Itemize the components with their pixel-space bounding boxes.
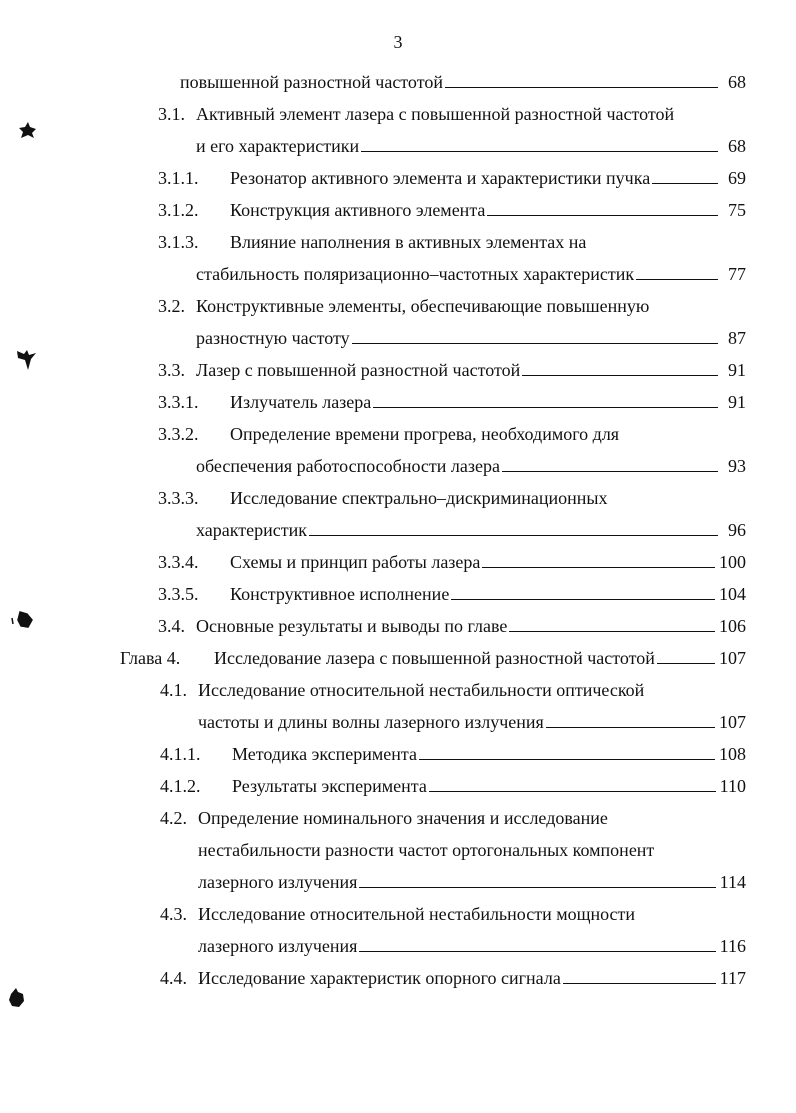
toc-entry-title: Лазер с повышенной разностной частотой — [196, 360, 521, 380]
leader-line — [509, 614, 715, 632]
toc-entry — [196, 518, 746, 542]
leader-line — [445, 70, 718, 88]
toc-entry-title: Резонатор активного элемента и характеристики пучка — [230, 168, 651, 188]
leader-line — [359, 870, 715, 888]
toc-entry — [158, 102, 746, 126]
toc-entry-number: 4.1.2. — [160, 776, 201, 796]
toc-entry — [158, 166, 746, 190]
toc-entry-title: Схемы и принцип работы лазера — [230, 552, 481, 572]
toc-entry-page: 87 — [728, 328, 746, 348]
toc-entry — [160, 806, 746, 830]
leader-line — [482, 550, 715, 568]
toc-entry-number: 3.3.3. — [158, 488, 199, 508]
toc-entry-page: 68 — [728, 72, 746, 92]
toc-entry-title: Исследование относительной нестабильности оптической — [198, 680, 645, 700]
toc-entry-title: Методика эксперимента — [232, 744, 417, 764]
toc-entry-number: 3.1.3. — [158, 232, 199, 252]
toc-entry — [160, 678, 746, 702]
toc-entry-number: 3.2. — [158, 296, 185, 316]
toc-entry — [158, 582, 746, 606]
toc-entry — [160, 742, 746, 766]
toc-entry-number: 3.1.2. — [158, 200, 199, 220]
toc-entry-page: 104 — [719, 584, 746, 604]
toc-entry-title: Исследование характеристик опорного сигнала — [198, 968, 561, 988]
leader-line — [361, 134, 718, 152]
toc-entry — [160, 966, 746, 990]
toc-entry-title: стабильность поляризационно–частотных характеристик — [196, 264, 635, 284]
toc-entry-title: Исследование спектрально–дискриминационных — [230, 488, 608, 508]
toc-entry-title: лазерного излучения — [198, 872, 358, 892]
toc-entry — [198, 934, 746, 958]
toc-entry-number: 4.1. — [160, 680, 187, 700]
leader-line — [636, 262, 718, 280]
scan-blot — [14, 348, 40, 372]
toc-entry-number: 3.3.4. — [158, 552, 199, 572]
toc-entry — [158, 486, 746, 510]
toc-entry — [158, 294, 746, 318]
toc-entry-number: 4.3. — [160, 904, 187, 924]
toc-entry-title: Исследование относительной нестабильности мощности — [198, 904, 636, 924]
toc-entry-title: Определение номинального значения и исследование — [198, 808, 608, 828]
page-number: 3 — [393, 32, 403, 52]
toc-entry-number: 4.2. — [160, 808, 187, 828]
toc-entry — [196, 454, 746, 478]
toc-entry-number: 3.3.1. — [158, 392, 199, 412]
leader-line — [309, 518, 718, 536]
leader-line — [546, 710, 715, 728]
toc-entry-title: Излучатель лазера — [230, 392, 372, 412]
scan-blot — [16, 120, 40, 140]
toc-entry-title: разностную частоту — [196, 328, 350, 348]
toc-entry — [158, 614, 746, 638]
leader-line — [352, 326, 718, 344]
toc-entry-title: Активный элемент лазера с повышенной разностной частотой — [196, 104, 675, 124]
toc-entry-title: Основные результаты и выводы по главе — [196, 616, 508, 636]
toc-entry-title: Конструктивные элементы, обеспечивающие повышенную — [196, 296, 650, 316]
toc-entry-number: 4.4. — [160, 968, 187, 988]
scan-blot — [6, 986, 28, 1010]
toc-entry-page: 116 — [719, 936, 746, 956]
toc-entry — [196, 262, 746, 286]
toc-entry-page: 114 — [719, 872, 746, 892]
toc-entry-number: 3.3. — [158, 360, 185, 380]
toc-entry-page: 68 — [728, 136, 746, 156]
toc-entry-title: обеспечения работоспособности лазера — [196, 456, 500, 476]
scan-blot — [8, 608, 36, 632]
toc-entry-page: 69 — [728, 168, 746, 188]
leader-line — [373, 390, 718, 408]
toc-entry — [198, 838, 746, 862]
toc-entry-page: 108 — [719, 744, 746, 764]
toc-entry — [158, 422, 746, 446]
toc-entry — [160, 902, 746, 926]
toc-entry — [158, 198, 746, 222]
toc-entry-title: характеристик — [196, 520, 307, 540]
toc-entry-number: 3.1. — [158, 104, 185, 124]
toc-entry-number: 3.1.1. — [158, 168, 199, 188]
leader-line — [652, 166, 718, 184]
leader-line — [502, 454, 718, 472]
toc-entry — [196, 134, 746, 158]
toc-entry-page: 91 — [728, 392, 746, 412]
leader-line — [522, 358, 718, 376]
toc-entry — [120, 646, 746, 670]
toc-entry-page: 93 — [728, 456, 746, 476]
toc-entry-page: 110 — [719, 776, 746, 796]
toc-entry — [160, 774, 746, 798]
toc-entry-title: Конструктивное исполнение — [230, 584, 450, 604]
toc-entry-page: 96 — [728, 520, 746, 540]
toc-entry-page: 75 — [728, 200, 746, 220]
toc-entry — [198, 870, 746, 894]
toc-entry-page: 91 — [728, 360, 746, 380]
toc-entry-title: Определение времени прогрева, необходимого для — [230, 424, 620, 444]
toc-entry — [158, 550, 746, 574]
leader-line — [419, 742, 715, 760]
toc-entry-page: 106 — [719, 616, 746, 636]
toc-entry-title: Результаты эксперимента — [232, 776, 427, 796]
toc-entry-number: 4.1.1. — [160, 744, 201, 764]
toc-entry-title: Влияние наполнения в активных элементах на — [230, 232, 587, 252]
toc-entry-title: нестабильности разности частот ортогональных компонент — [198, 840, 655, 860]
toc-entry-page: 100 — [719, 552, 746, 572]
toc-entry-number: Глава 4. — [120, 648, 181, 668]
leader-line — [487, 198, 718, 216]
toc-entry-page: 107 — [719, 712, 746, 732]
leader-line — [359, 934, 715, 952]
toc-entry-title: лазерного излучения — [198, 936, 358, 956]
toc-entry-title: частоты и длины волны лазерного излучения — [198, 712, 544, 732]
toc-entry — [180, 70, 746, 94]
toc-entry-title: Исследование лазера с повышенной разностной частотой — [214, 648, 655, 668]
toc-entry — [158, 230, 746, 254]
toc-entry — [158, 358, 746, 382]
toc-entry — [158, 390, 746, 414]
toc-entry-title: и его характеристики — [196, 136, 360, 156]
toc-entry-number: 3.3.5. — [158, 584, 199, 604]
toc-entry-title: Конструкция активного элемента — [230, 200, 486, 220]
toc-entry-page: 107 — [719, 648, 746, 668]
toc-entry-title: повышенной разностной частотой — [180, 72, 443, 92]
leader-line — [563, 966, 716, 984]
leader-line — [657, 646, 715, 664]
toc-entry-page: 117 — [719, 968, 746, 988]
leader-line — [451, 582, 715, 600]
toc-entry — [196, 326, 746, 350]
toc-entry-number: 3.3.2. — [158, 424, 199, 444]
toc-entry — [198, 710, 746, 734]
leader-line — [429, 774, 716, 792]
toc-entry-number: 3.4. — [158, 616, 185, 636]
toc-entry-page: 77 — [728, 264, 746, 284]
